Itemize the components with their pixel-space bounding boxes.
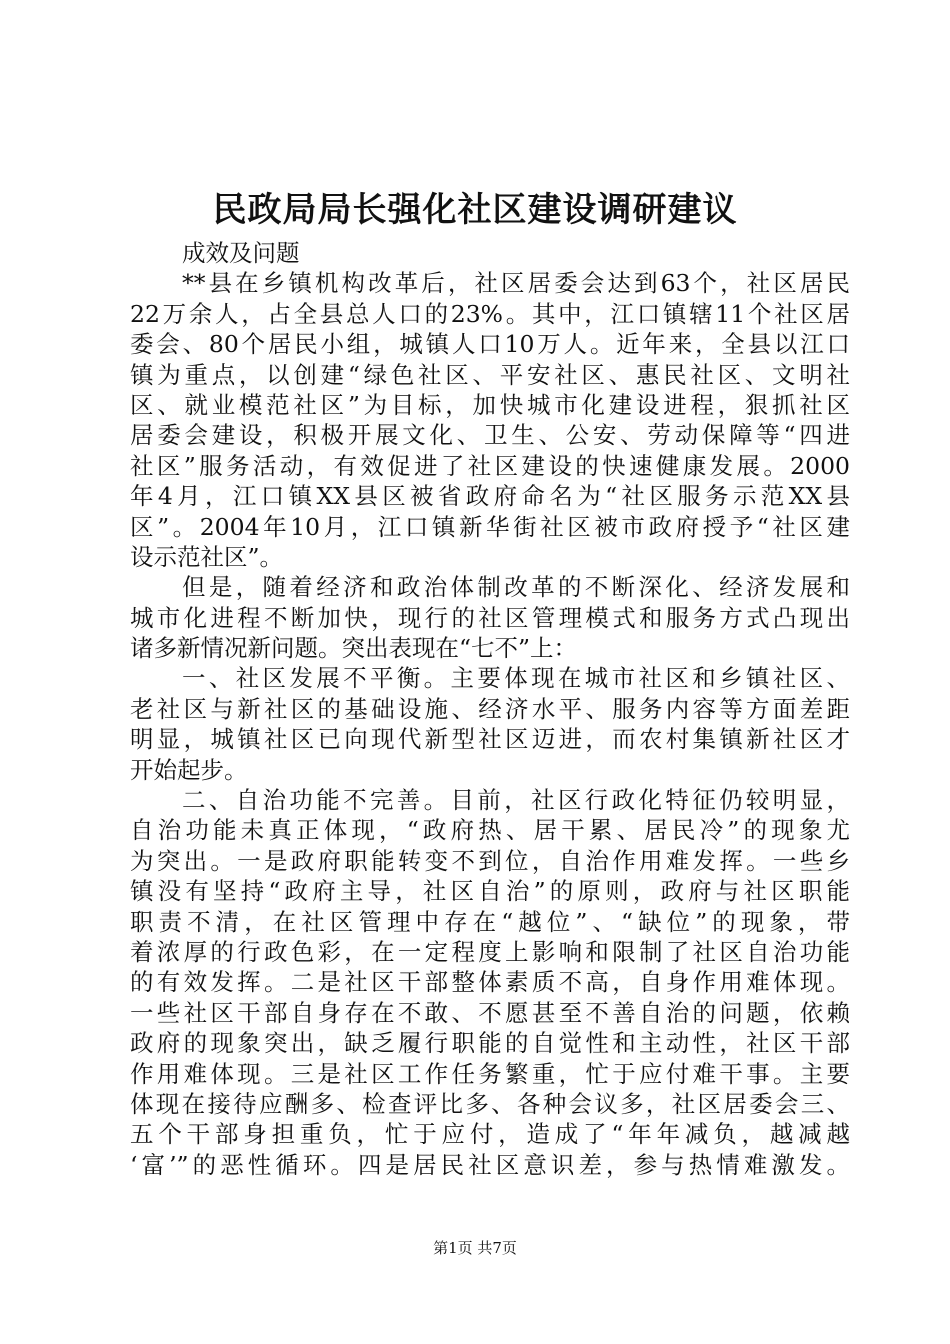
- text-line: 诸多新情况新问题。突出表现在“七不”上：: [130, 634, 578, 663]
- text-line: 委会、80个居民小组，城镇人口10万人。近年来，全县以江口: [130, 330, 850, 359]
- text-line: 设示范社区”。: [130, 542, 284, 571]
- text-line: 城市化进程不断加快，现行的社区管理模式和服务方式凸现出: [130, 603, 850, 632]
- text-line: 但是，随着经济和政治体制改革的不断深化、经济发展和: [182, 573, 850, 602]
- text-line: 开始起步。: [130, 755, 248, 784]
- text-line: 镇为重点，以创建“绿色社区、平安社区、惠民社区、文明社: [130, 360, 850, 389]
- text-line: 22万余人，占全县总人口的23%。其中，江口镇辖11个社区居: [130, 299, 850, 328]
- page-number-footer: 第1页 共7页: [433, 1239, 517, 1257]
- document-title: 民政局局长强化社区建设调研建议: [212, 190, 738, 230]
- text-line: 五个干部身担重负，忙于应付，造成了“年年减负，越减越: [130, 1120, 850, 1149]
- text-line: 年4月，江口镇XX县区被省政府命名为“社区服务示范XX县: [130, 482, 850, 511]
- text-line: 老社区与新社区的基础设施、经济水平、服务内容等方面差距: [130, 694, 850, 723]
- text-line: 区、就业模范社区”为目标，加快城市化建设进程，狠抓社区: [130, 390, 850, 419]
- text-line: 政府的现象突出，缺乏履行职能的自觉性和主动性，社区干部: [130, 1029, 850, 1058]
- text-line: 着浓厚的行政色彩，在一定程度上影响和限制了社区自治功能: [130, 937, 850, 966]
- text-line: 居委会建设，积极开展文化、卫生、公安、劳动保障等“四进: [130, 421, 850, 450]
- text-line: 二、自治功能不完善。目前，社区行政化特征仍较明显，: [182, 786, 850, 815]
- text-line: 作用难体现。三是社区工作任务繁重，忙于应付难干事。主要: [130, 1059, 850, 1088]
- text-line: ‘富’”的恶性循环。四是居民社区意识差，参与热情难激发。: [130, 1150, 850, 1179]
- text-line: 镇没有坚持“政府主导，社区自治”的原则，政府与社区职能: [130, 877, 850, 906]
- text-line: 区”。2004年10月，江口镇新华街社区被市政府授予“社区建: [130, 512, 850, 541]
- section-heading: 成效及问题: [182, 239, 300, 267]
- text-line: 为突出。一是政府职能转变不到位，自治作用难发挥。一些乡: [130, 846, 850, 875]
- text-line: **县在乡镇机构改革后，社区居委会达到63个，社区居民: [182, 269, 850, 298]
- text-line: 职责不清，在社区管理中存在“越位”、“缺位”的现象，带: [130, 907, 850, 936]
- text-line: 社区”服务活动，有效促进了社区建设的快速健康发展。2000: [130, 451, 850, 480]
- text-line: 的有效发挥。二是社区干部整体素质不高，自身作用难体现。: [130, 968, 850, 997]
- text-line: 体现在接待应酬多、检查评比多、各种会议多，社区居委会三、: [130, 1089, 850, 1118]
- text-line: 一、社区发展不平衡。主要体现在城市社区和乡镇社区、: [182, 664, 850, 693]
- document-body: [130, 238, 850, 1180]
- text-line: 自治功能未真正体现，“政府热、居干累、居民冷”的现象尤: [130, 816, 850, 845]
- text-line: 明显，城镇社区已向现代新型社区迈进，而农村集镇新社区才: [130, 725, 850, 754]
- text-line: 一些社区干部自身存在不敢、不愿甚至不善自治的问题，依赖: [130, 998, 850, 1027]
